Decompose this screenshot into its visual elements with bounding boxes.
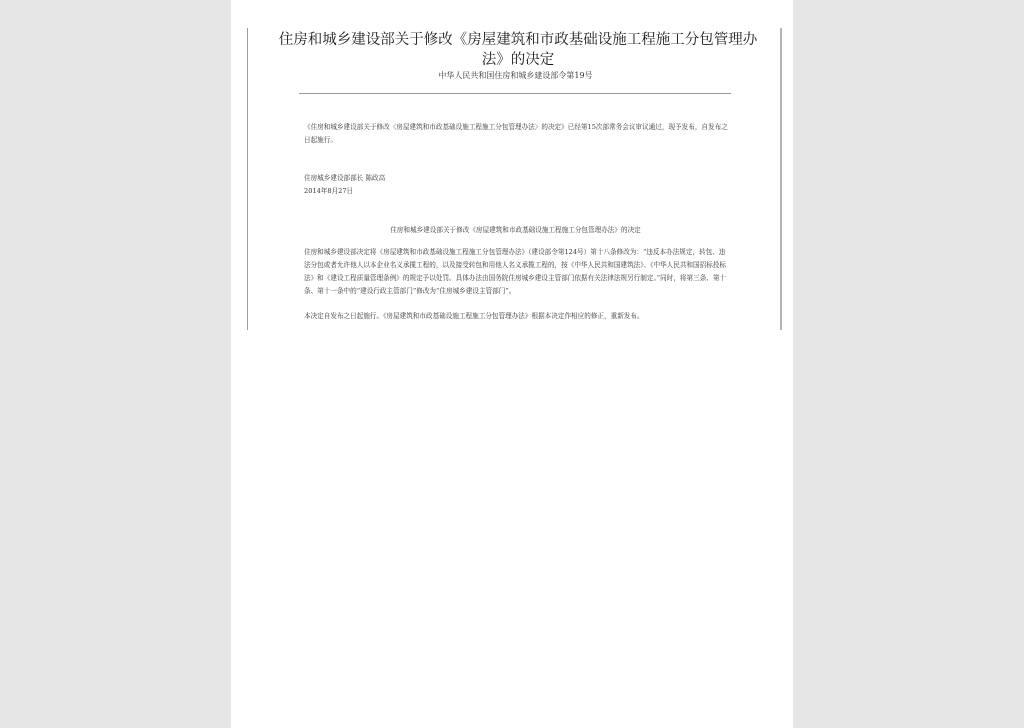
closing-paragraph: 本决定自发布之日起施行。《房屋建筑和市政基础设施工程施工分包管理办法》根据本决定作相应的修正，重新发布。 — [304, 312, 644, 320]
section-title: 住房和城乡建设部关于修改《房屋建筑和市政基础设施工程施工分包管理办法》的决定 — [390, 226, 641, 234]
document-title: 住房和城乡建设部关于修改《房屋建筑和市政基础设施工程施工分包管理办法》的决定 — [278, 32, 758, 68]
intro-paragraph: 《住房和城乡建设部关于修改〈房屋建筑和市政基础设施工程施工分包管理办法〉的决定》已经第15次部常务会议审议通过，现予发布，自发布之日起施行。 — [304, 123, 728, 144]
scanned-content — [247, 28, 782, 330]
signature: 住房城乡建设部部长 陈政高 — [304, 174, 386, 182]
divider — [299, 93, 731, 94]
body-paragraph: 住房和城乡建设部决定将《房屋建筑和市政基础设施工程施工分包管理办法》（建设部令第124号）第十八条修改为：“违反本办法规定，转包、违法分包或者允许他人以本企业名义承揽工程的，以及接受转包和用他人名义承揽工程的，按《中华人民共和国建筑法》、《中华人民共和国招标投标法》和《建设工程质量管理条例》的规定予以处罚。具体办法由国务院住房城乡建设主管部门依据有关法律法规另行制定。”同时，将第三条、第十条、第十一条中的“建设行政主管部门”修改为“住房城乡建设主管部门”。 — [304, 248, 727, 295]
issue-date: 2014年8月27日 — [304, 187, 354, 195]
document-subtitle: 中华人民共和国住房和城乡建设部令第19号 — [438, 71, 593, 80]
document-page — [231, 0, 793, 728]
